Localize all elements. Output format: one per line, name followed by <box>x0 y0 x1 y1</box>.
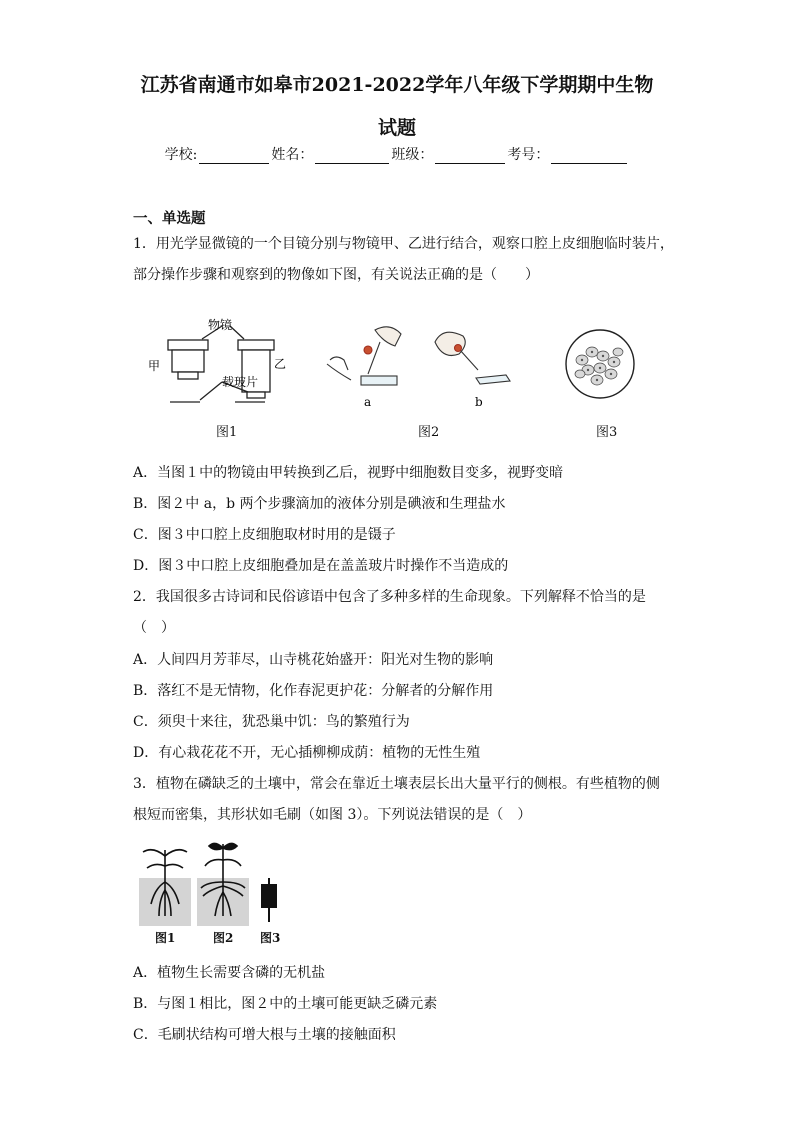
microscope-objectives-diagram <box>168 326 274 402</box>
q2-option-c[interactable]: C．须臾十来往，犹恐巢中饥：鸟的繁殖行为 <box>133 714 410 730</box>
label-slide: 载玻片 <box>222 375 259 389</box>
label-objective: 物镜 <box>208 318 233 332</box>
dropper-step-a-illustration <box>327 327 401 385</box>
label-yi: 乙 <box>274 357 287 371</box>
q3-fig3-caption: 图3 <box>260 931 281 945</box>
q1-option-d[interactable]: D．图３中口腔上皮细胞叠加是在盖盖玻片时操作不当造成的 <box>133 558 509 574</box>
q2-stem-line1: 2．我国很多古诗词和民俗谚语中包含了多种多样的生命现象。下列解释不恰当的是 <box>133 589 646 605</box>
q2-option-d[interactable]: D．有心栽花花不开，无心插柳柳成荫：植物的无性生殖 <box>133 745 481 761</box>
q1-option-c[interactable]: C．图３中口腔上皮细胞取材时用的是镊子 <box>133 527 396 543</box>
q3-option-a[interactable]: A．植物生长需要含磷的无机盐 <box>133 965 326 981</box>
section-heading: 一、单选题 <box>133 210 206 227</box>
q3-stem-line2: 根短而密集，其形状如毛刷（如图 3）。下列说法错误的是（ ） <box>133 807 532 823</box>
name-blank[interactable] <box>315 149 389 164</box>
q3-option-b[interactable]: B．与图１相比，图２中的土壤可能更缺乏磷元素 <box>133 996 438 1012</box>
q1-fig3-caption: 图3 <box>596 425 618 440</box>
q3-fig1-caption: 图1 <box>155 931 176 945</box>
q3-stem-line1: 3．植物在磷缺乏的土壤中，常会在靠近土壤表层长出大量平行的侧根。有些植物的侧 <box>133 776 660 792</box>
paper-title: 江苏省南通市如皋市2021-2022学年八年级下学期期中生物 <box>140 74 654 96</box>
q1-figures <box>140 312 650 412</box>
q1-option-b[interactable]: B．图２中 a，b 两个步骤滴加的液体分别是碘液和生理盐水 <box>133 496 506 512</box>
q1-fig1-caption: 图1 <box>216 425 238 440</box>
q2-stem-line2: （ ） <box>133 620 175 636</box>
q3-root-figures <box>137 836 287 928</box>
q1-fig2-caption: 图2 <box>418 425 440 440</box>
exam-no-blank[interactable] <box>551 149 627 164</box>
label-a: a <box>364 395 372 409</box>
paper-title-line2: 试题 <box>377 117 416 139</box>
name-label: 姓名： <box>271 147 314 163</box>
school-label: 学校: <box>164 147 198 163</box>
exam-no-label: 考号： <box>507 147 550 163</box>
dropper-step-b-illustration <box>435 332 510 384</box>
q2-option-a[interactable]: A．人间四月芳菲尽，山寺桃花始盛开：阳光对生物的影响 <box>133 652 494 668</box>
class-label: 班级： <box>391 147 434 163</box>
brush-root-fig3 <box>261 878 277 922</box>
label-b: b <box>475 395 483 409</box>
q1-stem-line1: 1．用光学显微镜的一个目镜分别与物镜甲、乙进行结合，观察口腔上皮细胞临时装片， <box>133 236 674 252</box>
label-jia: 甲 <box>148 359 161 373</box>
student-info-line <box>0 144 794 164</box>
school-blank[interactable] <box>199 149 269 164</box>
cheek-cells-view <box>566 330 634 398</box>
q1-option-a[interactable]: A．当图１中的物镜由甲转换到乙后，视野中细胞数目变多，视野变暗 <box>133 465 564 481</box>
q2-option-b[interactable]: B．落红不是无情物，化作春泥更护花：分解者的分解作用 <box>133 683 494 699</box>
q3-option-c[interactable]: C．毛刷状结构可增大根与土壤的接触面积 <box>133 1027 396 1043</box>
q3-fig2-caption: 图2 <box>213 931 234 945</box>
q1-stem-line2: 部分操作步骤和观察到的物像如下图，有关说法正确的是（ ） <box>133 267 539 283</box>
class-blank[interactable] <box>435 149 505 164</box>
